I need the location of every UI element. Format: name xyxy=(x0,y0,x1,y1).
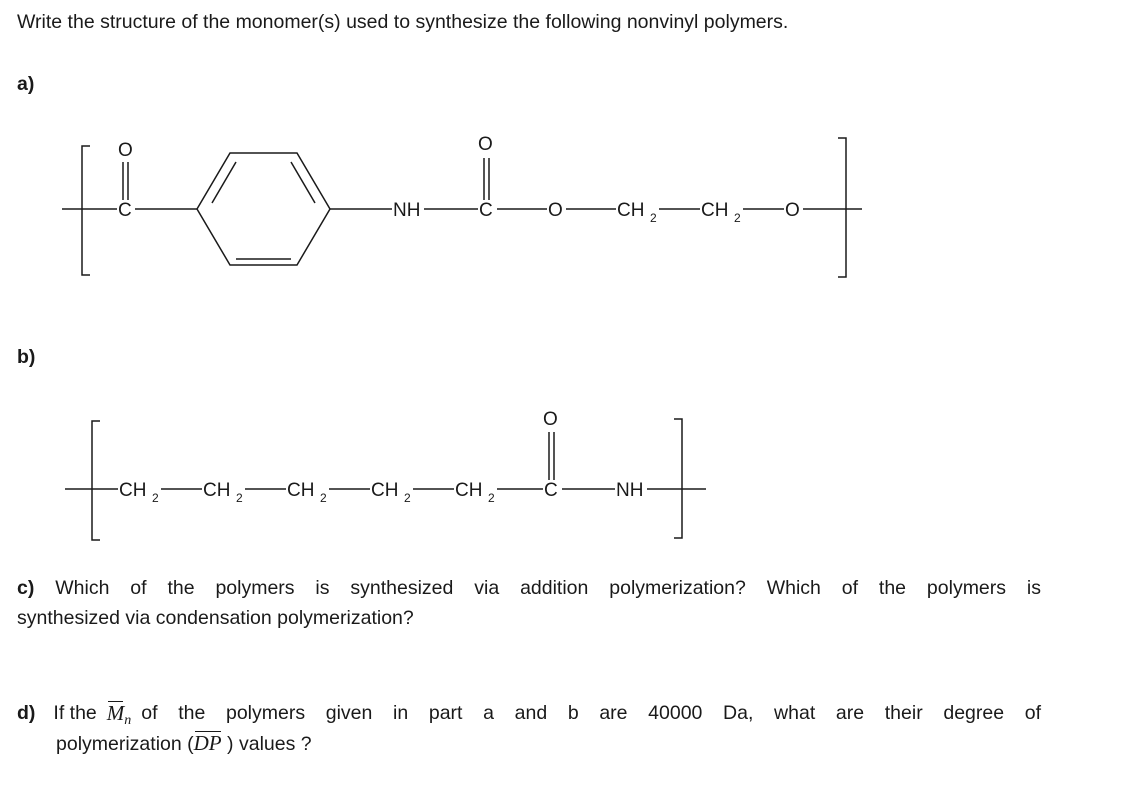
part-d-text-1a: If the xyxy=(53,702,97,724)
part-c-line-1 xyxy=(17,573,1041,603)
part-d-label: d) xyxy=(17,702,36,724)
atom-c-2: C xyxy=(479,200,493,221)
atom-o-end: O xyxy=(785,200,800,221)
left-bracket-b xyxy=(92,421,100,540)
atom-b-ch2-4: CH xyxy=(371,480,399,501)
atom-o-ester: O xyxy=(548,200,563,221)
atom-c-1: C xyxy=(118,200,132,221)
part-c-text-1: Which of the polymers is synthesized via addition polymerization? Which of the polymers is xyxy=(55,577,1041,599)
part-a-label: a) xyxy=(17,73,35,95)
mn-var: M xyxy=(106,701,125,725)
atom-ch2-2-sub: 2 xyxy=(734,211,741,225)
atom-b-ch2-3: CH xyxy=(287,480,315,501)
atom-o-top-1: O xyxy=(118,140,133,161)
atom-b-ch2-2: CH xyxy=(203,480,231,501)
dp-symbol: DP xyxy=(193,731,222,755)
right-bracket-b xyxy=(674,419,682,538)
atom-b-c: C xyxy=(544,480,558,501)
atom-o-top-2: O xyxy=(478,134,493,155)
atom-b-ch2-5-sub: 2 xyxy=(488,491,495,505)
atom-b-ch2-1-sub: 2 xyxy=(152,491,159,505)
question-intro: Write the structure of the monomer(s) used to synthesize the following nonvinyl polymers. xyxy=(17,11,789,33)
atom-b-ch2-4-sub: 2 xyxy=(404,491,411,505)
atom-b-nh: NH xyxy=(616,480,644,501)
atom-b-o-top: O xyxy=(543,409,558,430)
atom-b-ch2-3-sub: 2 xyxy=(320,491,327,505)
atom-b-ch2-2-sub: 2 xyxy=(236,491,243,505)
mn-sub: n xyxy=(124,713,132,728)
atom-ch2-1-sub: 2 xyxy=(650,211,657,225)
part-d-text-2b: ) values ? xyxy=(221,733,312,755)
part-d-text-2a: polymerization ( xyxy=(56,733,194,755)
part-b-label: b) xyxy=(17,346,36,368)
atom-b-ch2-5: CH xyxy=(455,480,483,501)
part-d-text-1b: of the polymers given in part a and b are 40000 Da, what are their degree of xyxy=(141,702,1041,724)
atom-b-ch2-1: CH xyxy=(119,480,147,501)
atom-nh: NH xyxy=(393,200,421,221)
part-c-label: c) xyxy=(17,577,35,599)
atom-ch2-2: CH xyxy=(701,200,729,221)
part-d-line-2 xyxy=(56,728,312,759)
part-c-line-2: synthesized via condensation polymerization? xyxy=(17,607,414,629)
atom-ch2-1: CH xyxy=(617,200,645,221)
